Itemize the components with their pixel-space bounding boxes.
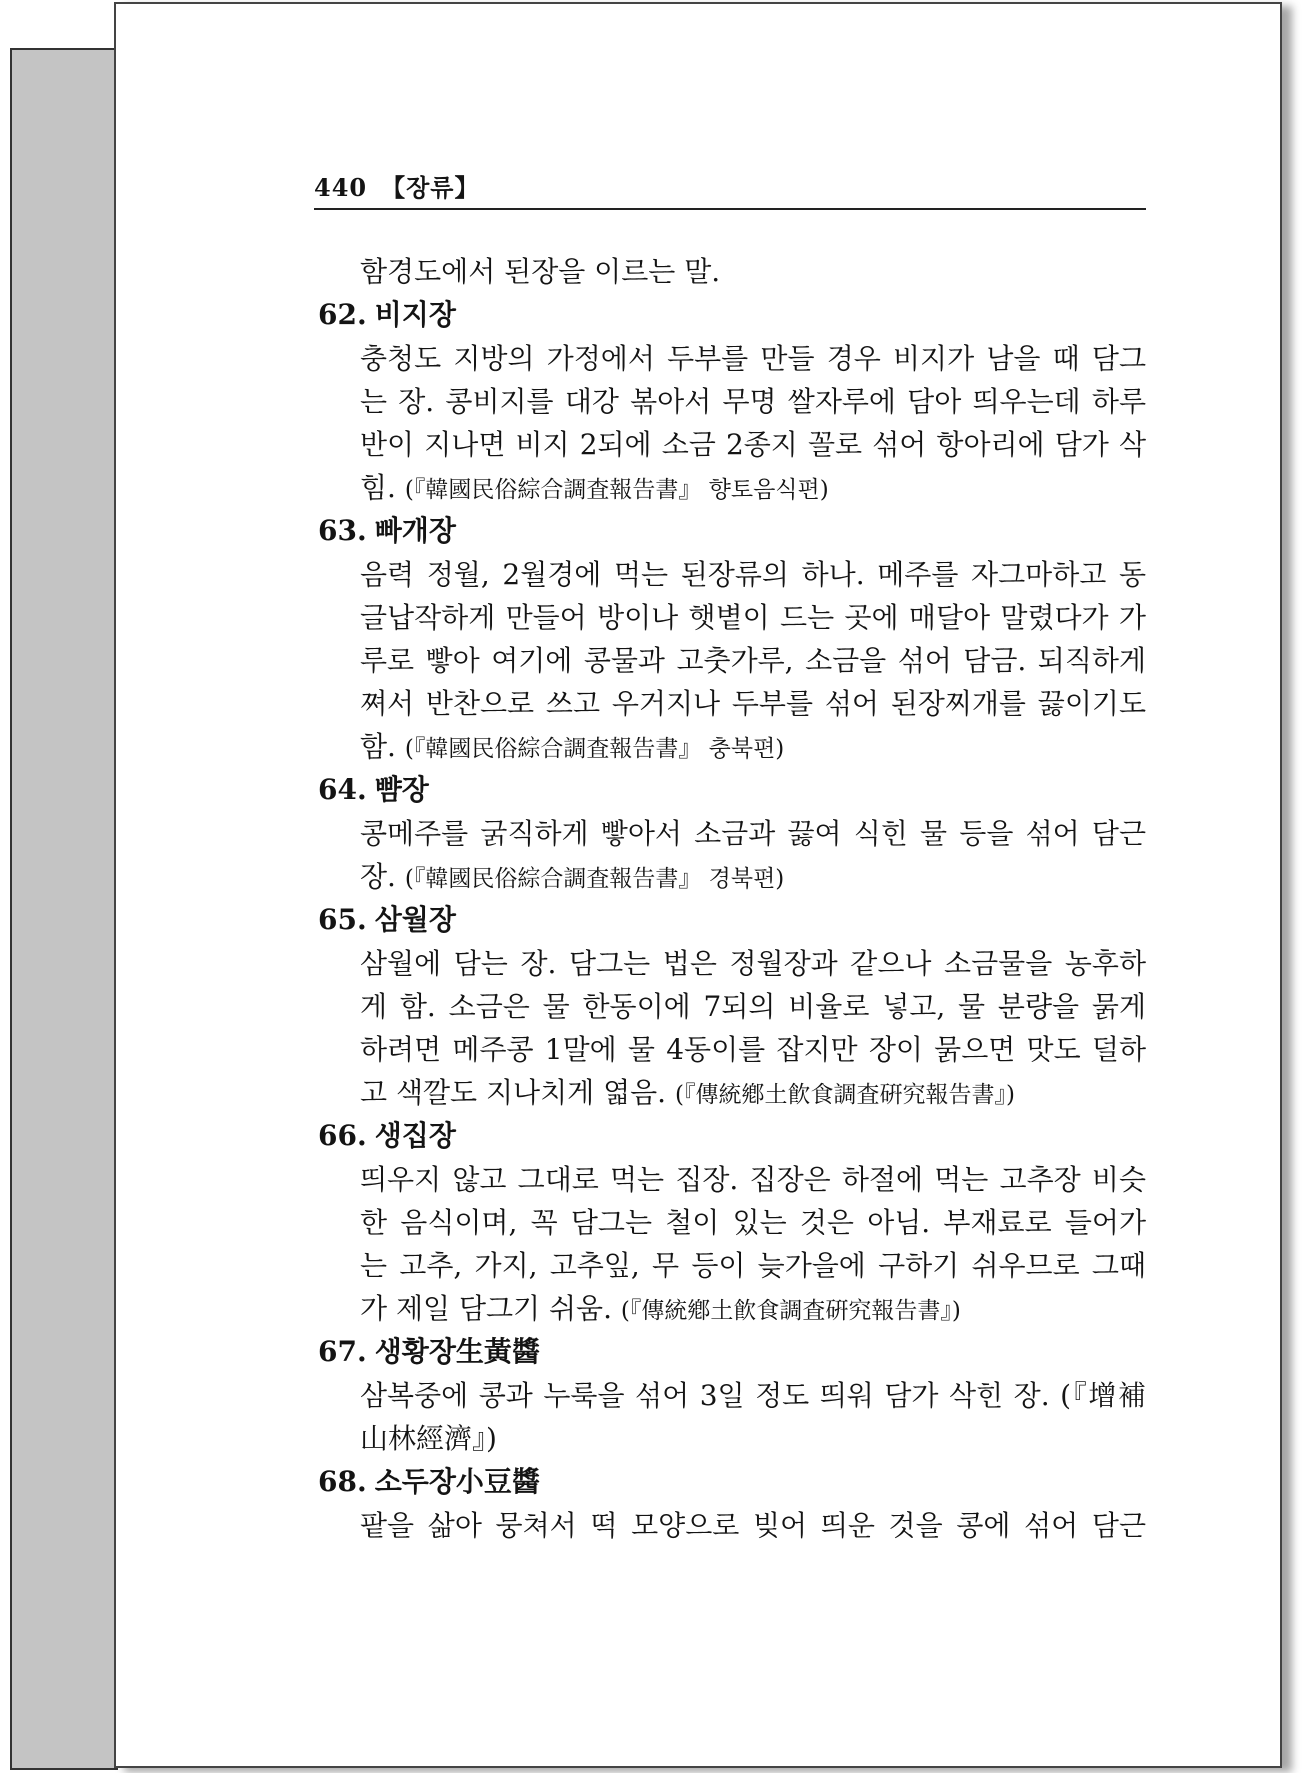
entry-line: [318, 1417, 1146, 1460]
entry-title: [318, 1460, 1146, 1504]
entry-line: [318, 466, 1146, 509]
entry-line: 삼복중에 콩과 누룩을 섞어 3일 정도 띄워 담가 삭힌 장. (『增補: [360, 1379, 1146, 1412]
entry-line: 는 장. 콩비지를 대강 볶아서 무명 쌀자루에 담아 띄우는데 하루: [360, 385, 1146, 418]
entry-number: 64.: [318, 773, 367, 806]
entry-line: 한 음식이며, 꼭 담그는 철이 있는 것은 아님. 부재료로 들어가: [360, 1206, 1146, 1239]
entry-last-text: 고 색깔도 지나치게 엷음.: [360, 1076, 667, 1109]
entry-title: [318, 293, 1146, 337]
entry-number: 67.: [318, 1335, 367, 1368]
entry-line: 글납작하게 만들어 방이나 햇볕이 드는 곳에 매달아 말렸다가 가: [360, 601, 1146, 634]
entry-line: 띄우지 않고 그대로 먹는 집장. 집장은 하절에 먹는 고추장 비슷: [360, 1163, 1146, 1196]
entry-line: [318, 855, 1146, 898]
entry-line: 팥을 삶아 뭉쳐서 떡 모양으로 빚어 띄운 것을 콩에 섞어 담근: [360, 1509, 1146, 1542]
page-number: 440: [314, 173, 368, 202]
entry-line: 충청도 지방의 가정에서 두부를 만들 경우 비지가 남을 때 담그: [360, 342, 1146, 375]
entry-title: [318, 509, 1146, 553]
entry-title: [318, 768, 1146, 812]
entry-last-text: 함.: [360, 730, 396, 763]
entry-line: 음력 정월, 2월경에 먹는 된장류의 하나. 메주를 자그마하고 동: [360, 558, 1146, 591]
entry-line: [318, 1287, 1146, 1330]
book-edge: [10, 48, 118, 1770]
entry-number: 65.: [318, 903, 367, 936]
entry-line: [318, 725, 1146, 768]
intro-line: 함경도에서 된장을 이르는 말.: [360, 255, 721, 288]
entry-number: 62.: [318, 298, 367, 331]
entry-line: 반이 지나면 비지 2되에 소금 2종지 꼴로 섞어 항아리에 담가 삭: [360, 428, 1146, 461]
citation: (『傳統鄕土飮食調査硏究報告書』): [620, 1298, 961, 1324]
entry-line: 는 고추, 가지, 고추잎, 무 등이 늦가을에 구하기 쉬우므로 그때: [360, 1249, 1146, 1282]
entry-last-text: 가 제일 담그기 쉬움.: [360, 1292, 612, 1325]
entry-last-text: 山林經濟』): [360, 1422, 497, 1455]
entry-line: 루로 빻아 여기에 콩물과 고춧가루, 소금을 섞어 담금. 되직하게: [360, 644, 1146, 677]
entry-heading: 소두장小豆醬: [374, 1465, 540, 1498]
citation: (『傳統鄕土飮食調査硏究報告書』): [675, 1082, 1015, 1108]
entry-last-text: 장.: [360, 860, 396, 893]
entry-last-text: 힘.: [360, 471, 396, 504]
entry-line: 쪄서 반찬으로 쓰고 우거지나 두부를 섞어 된장찌개를 끓이기도: [360, 687, 1146, 720]
citation: (『韓國民俗綜合調査報告書』 충북편): [404, 736, 785, 762]
entry-heading: 비지장: [374, 298, 456, 331]
section-title: 【장류】: [381, 173, 480, 202]
entry-line: 삼월에 담는 장. 담그는 법은 정월장과 같으나 소금물을 농후하: [360, 947, 1146, 980]
header-rule: [314, 208, 1146, 210]
entry-heading: 뺨장: [374, 773, 429, 806]
citation: (『韓國民俗綜合調査報告書』 향토음식편): [404, 477, 829, 503]
citation: (『韓國民俗綜合調査報告書』 경북편): [404, 866, 785, 892]
entry-line: [318, 1071, 1146, 1114]
entry-heading: 생집장: [374, 1119, 456, 1152]
entry-heading: 빠개장: [374, 514, 456, 547]
entry-heading: 생황장生黃醬: [374, 1335, 540, 1368]
entry-line: 콩메주를 굵직하게 빻아서 소금과 끓여 식힌 물 등을 섞어 담근: [360, 817, 1146, 850]
entry-heading: 삼월장: [374, 903, 456, 936]
entry-title: [318, 898, 1146, 942]
entry-number: 66.: [318, 1119, 367, 1152]
entry-title: [318, 1114, 1146, 1158]
page-content: [318, 250, 1146, 1547]
entry-number: 63.: [318, 514, 367, 547]
entry-number: 68.: [318, 1465, 367, 1498]
entry-line: 게 함. 소금은 물 한동이에 7되의 비율로 넣고, 물 분량을 묽게: [360, 990, 1146, 1023]
entry-title: [318, 1330, 1146, 1374]
page-header: [314, 168, 479, 203]
entry-line: 하려면 메주콩 1말에 물 4동이를 잡지만 장이 묽으면 맛도 덜하: [360, 1033, 1146, 1066]
